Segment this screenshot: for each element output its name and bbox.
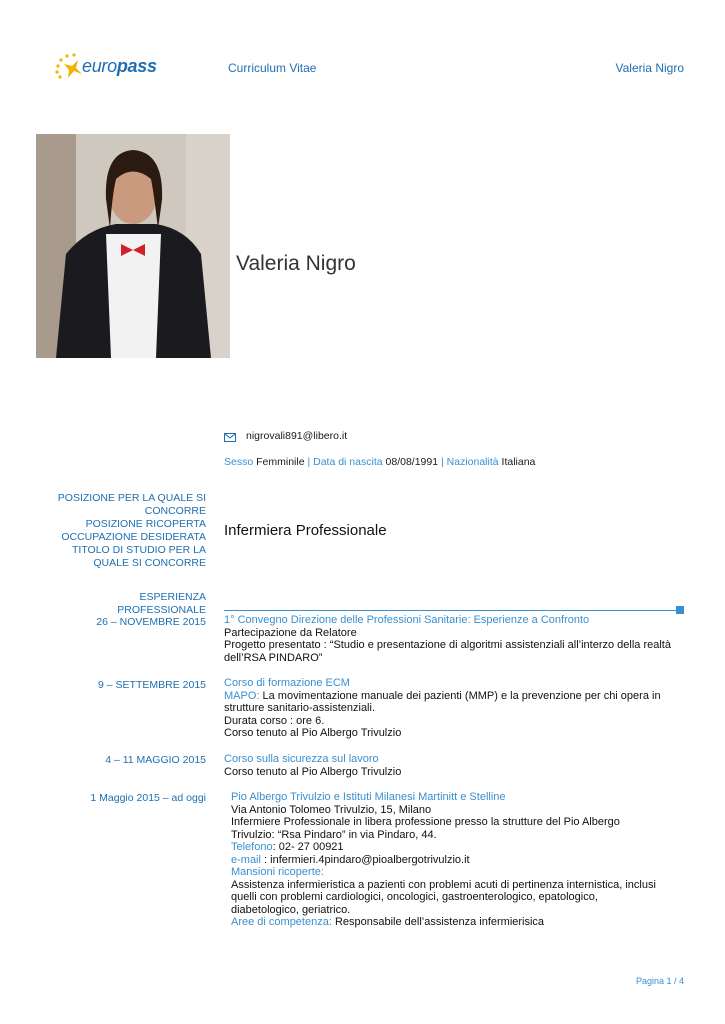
position-value: Infermiera Professionale — [224, 522, 387, 539]
birth-label: Data di nascita — [313, 456, 383, 468]
experience-title: Corso sulla sicurezza sul lavoro — [224, 753, 379, 765]
experience-title: Corso di formazione ECM — [224, 677, 350, 689]
experience-date: 4 – 11 MAGGIO 2015 — [105, 754, 206, 766]
experience-item: Corso sulla sicurezza sul lavoro Corso tenuto al Pio Albergo Trivulzio — [224, 753, 694, 778]
nationality-label: Nazionalità — [446, 456, 499, 468]
sex-value: Femminile — [256, 456, 305, 468]
sex-label: Sesso — [224, 456, 254, 468]
separator: | — [307, 456, 311, 468]
experience-item: Pio Albergo Trivulzio e Istituti Milanesi Martinitt e Stelline Via Antonio Tolomeo Trivulzio, 15, Milano Infermiere Professionale in libera professione presso la strutture del Pio Albergo Trivulzio: “Rsa Pindaro” in via Pindaro, 44. Telefono: 02- 27 00921 e-mail : infermieri.4pindaro@pioalbergotrivulzio.it Mansioni ricoperte: Assistenza infermieristica a pazienti con problemi acuti di pertinenza internistica, inclusi quelli con problemi cardiologici, oncologici, gastroenterologico, epatologico, diabetologico, geriatrico. Aree di competenza: Responsabile dell’assistenza infermierisica — [231, 791, 691, 929]
section-divider-marker — [676, 606, 684, 614]
experience-date: 26 – NOVEMBRE 2015 — [96, 616, 206, 628]
mapo-label: MAPO: — [224, 689, 260, 702]
experience-section-label: ESPERIENZA PROFESSIONALE — [117, 591, 206, 616]
email-icon — [224, 433, 236, 442]
header-name: Valeria Nigro — [615, 61, 684, 75]
email-label: e-mail — [231, 853, 261, 866]
applicant-name: Valeria Nigro — [236, 252, 356, 275]
nationality-value: Italiana — [501, 456, 536, 468]
page-number: Pagina 1 / 4 — [635, 976, 684, 986]
europass-logo-text: europass — [82, 56, 157, 76]
birth-value: 08/08/1991 — [385, 456, 439, 468]
profile-photo — [36, 134, 230, 358]
experience-title: 1° Convegno Direzione delle Professioni Sanitarie: Esperienze a Confronto — [224, 614, 590, 626]
duties-label: Mansioni ricoperte: — [231, 866, 324, 878]
phone-label: Telefono — [231, 841, 273, 853]
experience-item: Corso di formazione ECM MAPO: La movimentazione manuale dei pazienti (MMP) e la prevenzione per chi opera in strutture sanitario-assistenziali. Durata corso : ore 6. Corso tenuto al Pio Albergo Trivulzio — [224, 677, 694, 740]
area-label: Aree di competenza: — [231, 916, 332, 928]
experience-item: 1° Convegno Direzione delle Professioni Sanitarie: Esperienze a Confronto Partecipazione da Relatore Progetto presentato : “Studio e presentazione di algoritmi assistenziali all’interzo della realtà dell’RSA PINDARO” — [224, 614, 694, 664]
doc-title: Curriculum Vitae — [228, 61, 317, 75]
experience-date: 9 – SETTEMBRE 2015 — [98, 679, 206, 691]
separator: | — [441, 456, 444, 468]
section-divider — [224, 610, 676, 611]
position-label: POSIZIONE PER LA QUALE SI CONCORRE POSIZIONE RICOPERTA OCCUPAZIONE DESIDERATA TITOLO DI STUDIO PER LA QUALE SI CONCORRE — [57, 492, 206, 569]
experience-date: 1 Maggio 2015 – ad oggi — [90, 792, 206, 804]
email-address[interactable]: nigrovali891@libero.it — [246, 430, 348, 442]
employer-name: Pio Albergo Trivulzio e Istituti Milanesi Martinitt e Stelline — [231, 791, 506, 803]
personal-info-row — [224, 456, 535, 468]
